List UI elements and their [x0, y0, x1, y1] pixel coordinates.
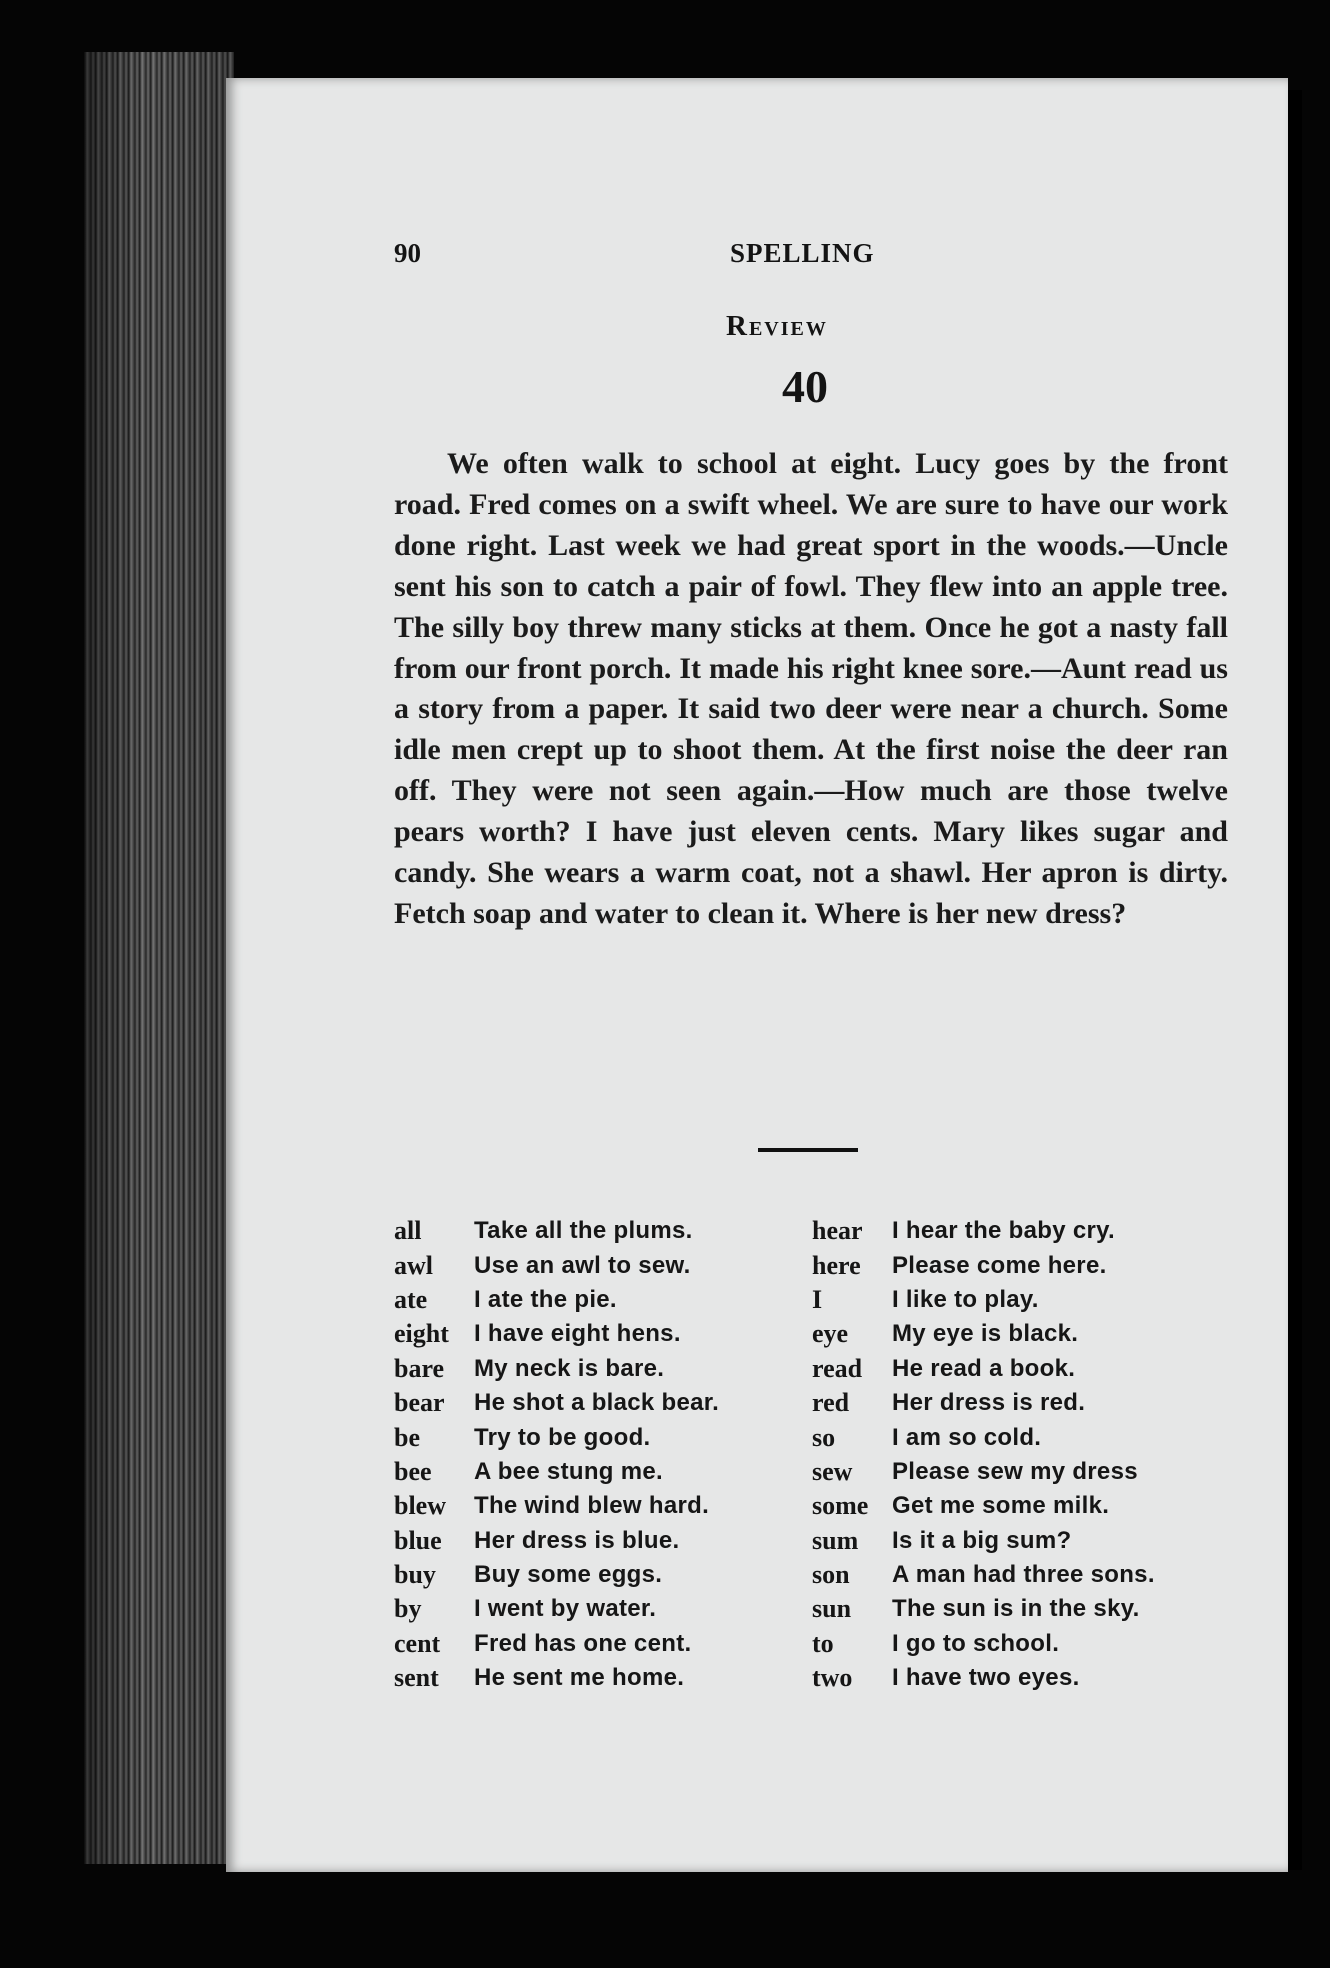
spelling-word: I: [812, 1284, 823, 1314]
example-sentence: Try to be good.: [474, 1423, 651, 1451]
example-sentence: The sun is in the sky.: [892, 1595, 1140, 1623]
spelling-word: blue: [394, 1525, 442, 1555]
word-list-row: [394, 1214, 719, 1248]
passage-text: We often walk to school at eight. Lucy goes by the front road. Fred comes on a swift wheel. We are sure to have our work done right. Last week we had great sport in the woods.—Uncle sent his son to catch a pair of fowl. They flew into an apple tree. The silly boy threw many sticks at them. Once he got a nasty fall from our front porch. It made his right knee sore.—Aunt read us a story from a paper. It said two deer were near a church. Some idle men crept up to shoot them. At the first noise the deer ran off. They were not seen again.—How much are those twelve pears worth? I have just eleven cents. Mary likes sugar and candy. She wears a warm coat, not a shawl. Her apron is dirty. Fetch soap and water to clean it. Where is her new dress?: [394, 447, 1228, 930]
spelling-word: awl: [394, 1250, 433, 1280]
spelling-word: sun: [812, 1594, 852, 1624]
example-sentence: Buy some eggs.: [474, 1561, 663, 1589]
word-list-left: [394, 1214, 719, 1695]
spelling-word: sum: [812, 1525, 859, 1555]
spelling-word: buy: [394, 1560, 436, 1590]
spelling-word: two: [812, 1663, 853, 1693]
spelling-word: hear: [812, 1216, 863, 1246]
word-list-row: [394, 1420, 719, 1454]
example-sentence: Please come here.: [892, 1251, 1107, 1279]
word-list-row: [812, 1524, 1155, 1558]
spelling-word: eye: [812, 1319, 849, 1349]
example-sentence: Please sew my dress: [892, 1457, 1138, 1485]
example-sentence: The wind blew hard.: [474, 1492, 710, 1520]
example-sentence: A man had three sons.: [892, 1561, 1155, 1589]
word-list-right: [812, 1214, 1155, 1695]
word-list-row: [812, 1489, 1155, 1523]
example-sentence: I am so cold.: [892, 1423, 1042, 1451]
example-sentence: My neck is bare.: [474, 1354, 665, 1382]
word-list-row: [812, 1661, 1155, 1695]
example-sentence: I go to school.: [892, 1629, 1060, 1657]
word-list-row: [812, 1352, 1155, 1386]
word-list-row: [812, 1455, 1155, 1489]
word-list-row: [394, 1455, 719, 1489]
spelling-word: eight: [394, 1319, 449, 1349]
word-list-row: [394, 1248, 719, 1282]
example-sentence: Her dress is red.: [892, 1389, 1086, 1417]
spelling-word: bear: [394, 1388, 445, 1418]
spelling-word: blew: [394, 1491, 446, 1521]
example-sentence: He sent me home.: [474, 1664, 685, 1692]
example-sentence: He read a book.: [892, 1354, 1076, 1382]
word-list-row: [812, 1386, 1155, 1420]
word-list-row: [812, 1283, 1155, 1317]
spelling-word: by: [394, 1594, 422, 1624]
example-sentence: I hear the baby cry.: [892, 1217, 1115, 1245]
word-list-row: [812, 1627, 1155, 1661]
example-sentence: I have two eyes.: [892, 1664, 1080, 1692]
spelling-word: ate: [394, 1284, 428, 1314]
word-list-row: [394, 1524, 719, 1558]
word-list-row: [394, 1627, 719, 1661]
word-list-row: [394, 1386, 719, 1420]
word-list-row: [812, 1592, 1155, 1626]
spelling-word: bare: [394, 1353, 445, 1383]
lesson-number: 40: [782, 361, 828, 412]
example-sentence: Her dress is blue.: [474, 1526, 680, 1554]
example-sentence: Use an awl to sew.: [474, 1251, 691, 1279]
spelling-word: bee: [394, 1456, 432, 1486]
example-sentence: Take all the plums.: [474, 1217, 693, 1245]
section-divider: [758, 1148, 858, 1152]
example-sentence: I went by water.: [474, 1595, 657, 1623]
example-sentence: Is it a big sum?: [892, 1526, 1072, 1554]
spelling-word: so: [812, 1422, 836, 1452]
example-sentence: I ate the pie.: [474, 1285, 617, 1313]
example-sentence: I have eight hens.: [474, 1320, 681, 1348]
spelling-word: all: [394, 1216, 422, 1246]
section-title: Review: [726, 310, 828, 342]
spelling-word: to: [812, 1628, 834, 1658]
word-list-row: [394, 1317, 719, 1351]
spelling-word: some: [812, 1491, 869, 1521]
page-edge-shadow: [84, 52, 234, 1864]
dictation-passage: [394, 444, 1228, 935]
spelling-word: sew: [812, 1456, 853, 1486]
word-list-row: [812, 1420, 1155, 1454]
spelling-word: son: [812, 1560, 850, 1590]
word-list-row: [812, 1214, 1155, 1248]
spelling-word: read: [812, 1353, 863, 1383]
example-sentence: He shot a black bear.: [474, 1389, 720, 1417]
spelling-word: cent: [394, 1628, 441, 1658]
book-page: [226, 78, 1288, 1872]
word-list-row: [394, 1283, 719, 1317]
running-head: SPELLING: [730, 238, 875, 268]
example-sentence: Fred has one cent.: [474, 1629, 692, 1657]
word-list-row: [394, 1489, 719, 1523]
example-sentence: Get me some milk.: [892, 1492, 1110, 1520]
spelling-word: sent: [394, 1663, 439, 1693]
spelling-word: red: [812, 1388, 850, 1418]
word-list-row: [394, 1558, 719, 1592]
page-header: [226, 238, 1288, 278]
example-sentence: I like to play.: [892, 1285, 1039, 1313]
page-binding-edge: [1288, 90, 1302, 1870]
word-list-row: [394, 1661, 719, 1695]
spelling-word: be: [394, 1422, 420, 1452]
example-sentence: A bee stung me.: [474, 1457, 663, 1485]
word-list-row: [394, 1352, 719, 1386]
word-list-row: [812, 1558, 1155, 1592]
example-sentence: My eye is black.: [892, 1320, 1079, 1348]
spelling-word: here: [812, 1250, 861, 1280]
word-list-row: [812, 1248, 1155, 1282]
page-number: 90: [394, 238, 421, 268]
word-list-row: [812, 1317, 1155, 1351]
word-list-row: [394, 1592, 719, 1626]
